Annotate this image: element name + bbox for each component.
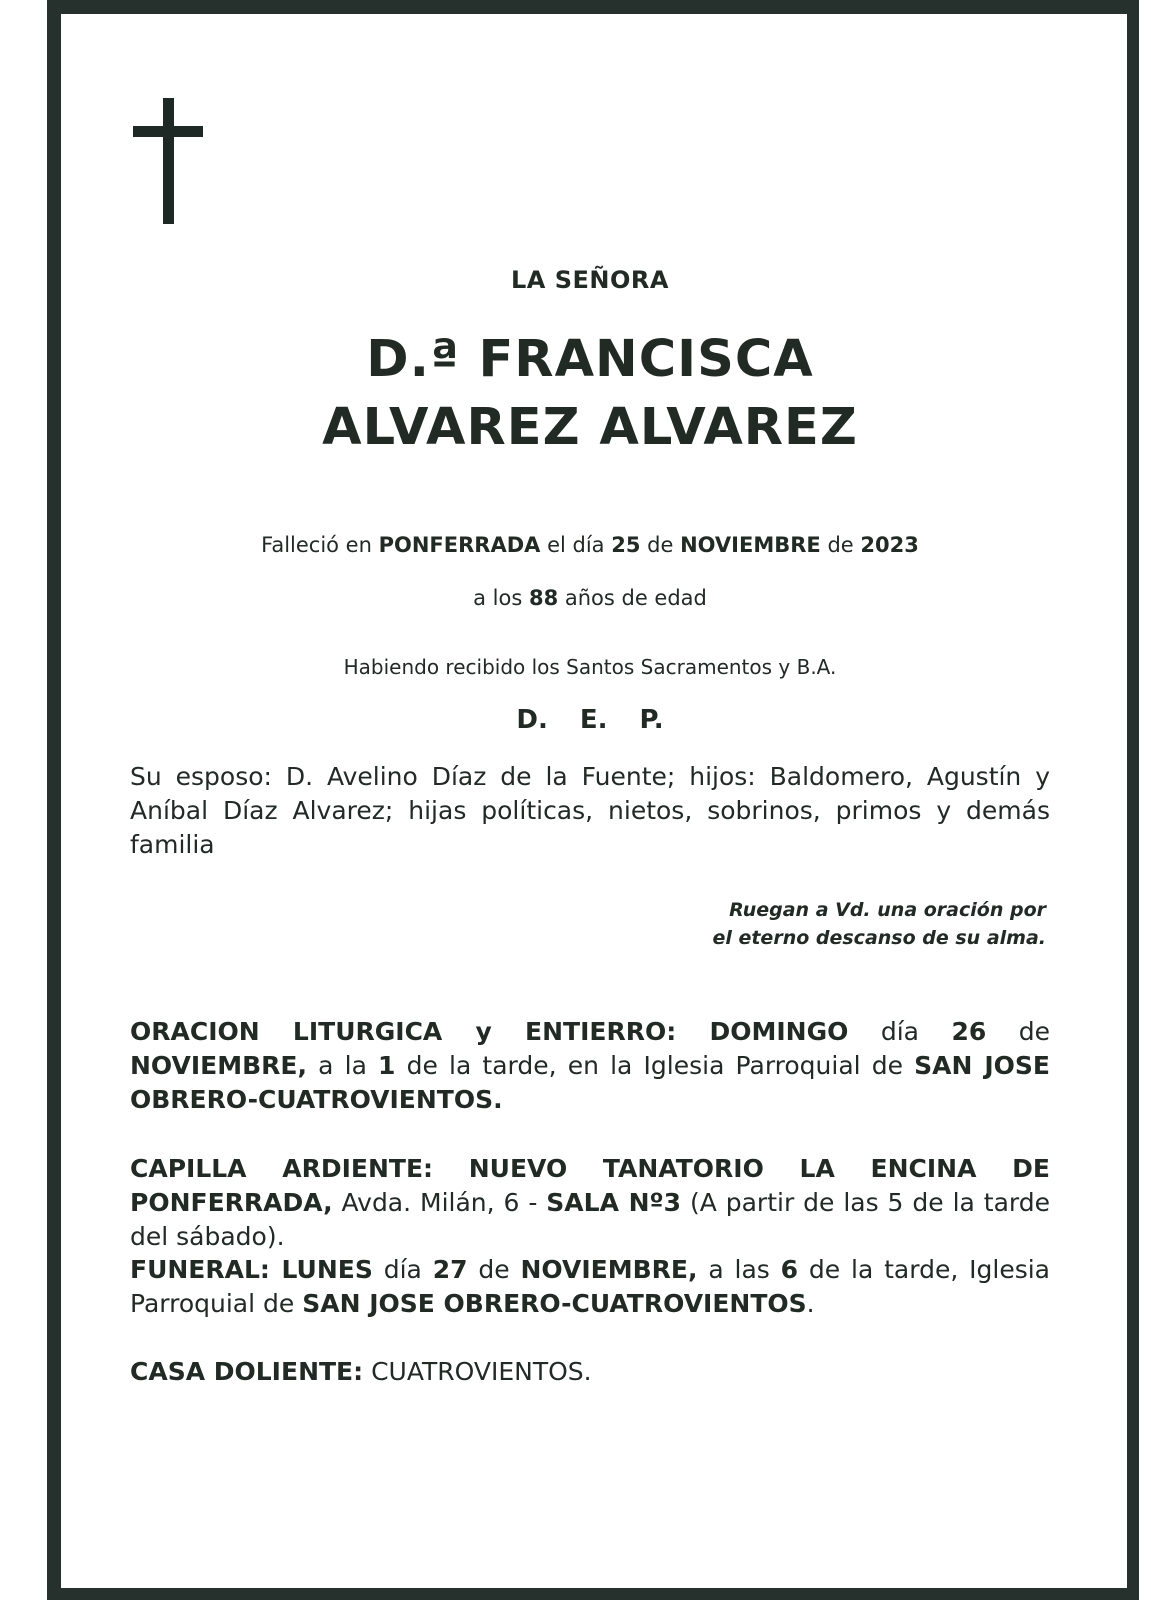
family-paragraph: Su esposo: D. Avelino Díaz de la Fuente; hijos: Baldomero, Agustín y Aníbal Díaz Alvarez; hijas políticas, nietos, sobrinos, primos y demás familia bbox=[130, 762, 1050, 859]
casa-paragraph: CASA DOLIENTE: CUATROVIENTOS. bbox=[130, 1357, 592, 1386]
prayer-request: Ruegan a Vd. una oración por el eterno descanso de su alma. bbox=[712, 899, 1046, 949]
deceased-name-line1: D.ª FRANCISCA bbox=[366, 330, 814, 389]
sacraments-text: Habiendo recibido los Santos Sacramentos y B.A. bbox=[343, 655, 837, 679]
pre-title: LA SEÑORA bbox=[511, 266, 669, 294]
funeral-paragraph: FUNERAL: LUNES día 27 de NOVIEMBRE, a las 6 de la tarde, Iglesia Parroquial de SAN JOSE OBRERO-CUATROVIENTOS. bbox=[130, 1255, 1050, 1318]
dep-initials: D. E. P. bbox=[516, 705, 664, 735]
oracion-paragraph: ORACION LITURGICA y ENTIERRO: DOMINGO día 26 de NOVIEMBRE, a la 1 de la tarde, en la Iglesia Parroquial de SAN JOSE OBRERO-CUATROVIENTOS. bbox=[130, 1017, 1051, 1114]
cross-icon bbox=[133, 98, 203, 224]
capilla-paragraph: CAPILLA ARDIENTE: NUEVO TANATORIO LA ENCINA DE PONFERRADA, Avda. Milán, 6 - SALA Nº3 (A partir de las 5 de la tarde del sábado). bbox=[130, 1154, 1050, 1251]
death-info: Falleció en PONFERRADA el día 25 de NOVIEMBRE de 2023 bbox=[261, 533, 919, 557]
deceased-name-line2: ALVAREZ ALVAREZ bbox=[322, 398, 858, 457]
age-info: a los 88 años de edad bbox=[473, 586, 707, 610]
